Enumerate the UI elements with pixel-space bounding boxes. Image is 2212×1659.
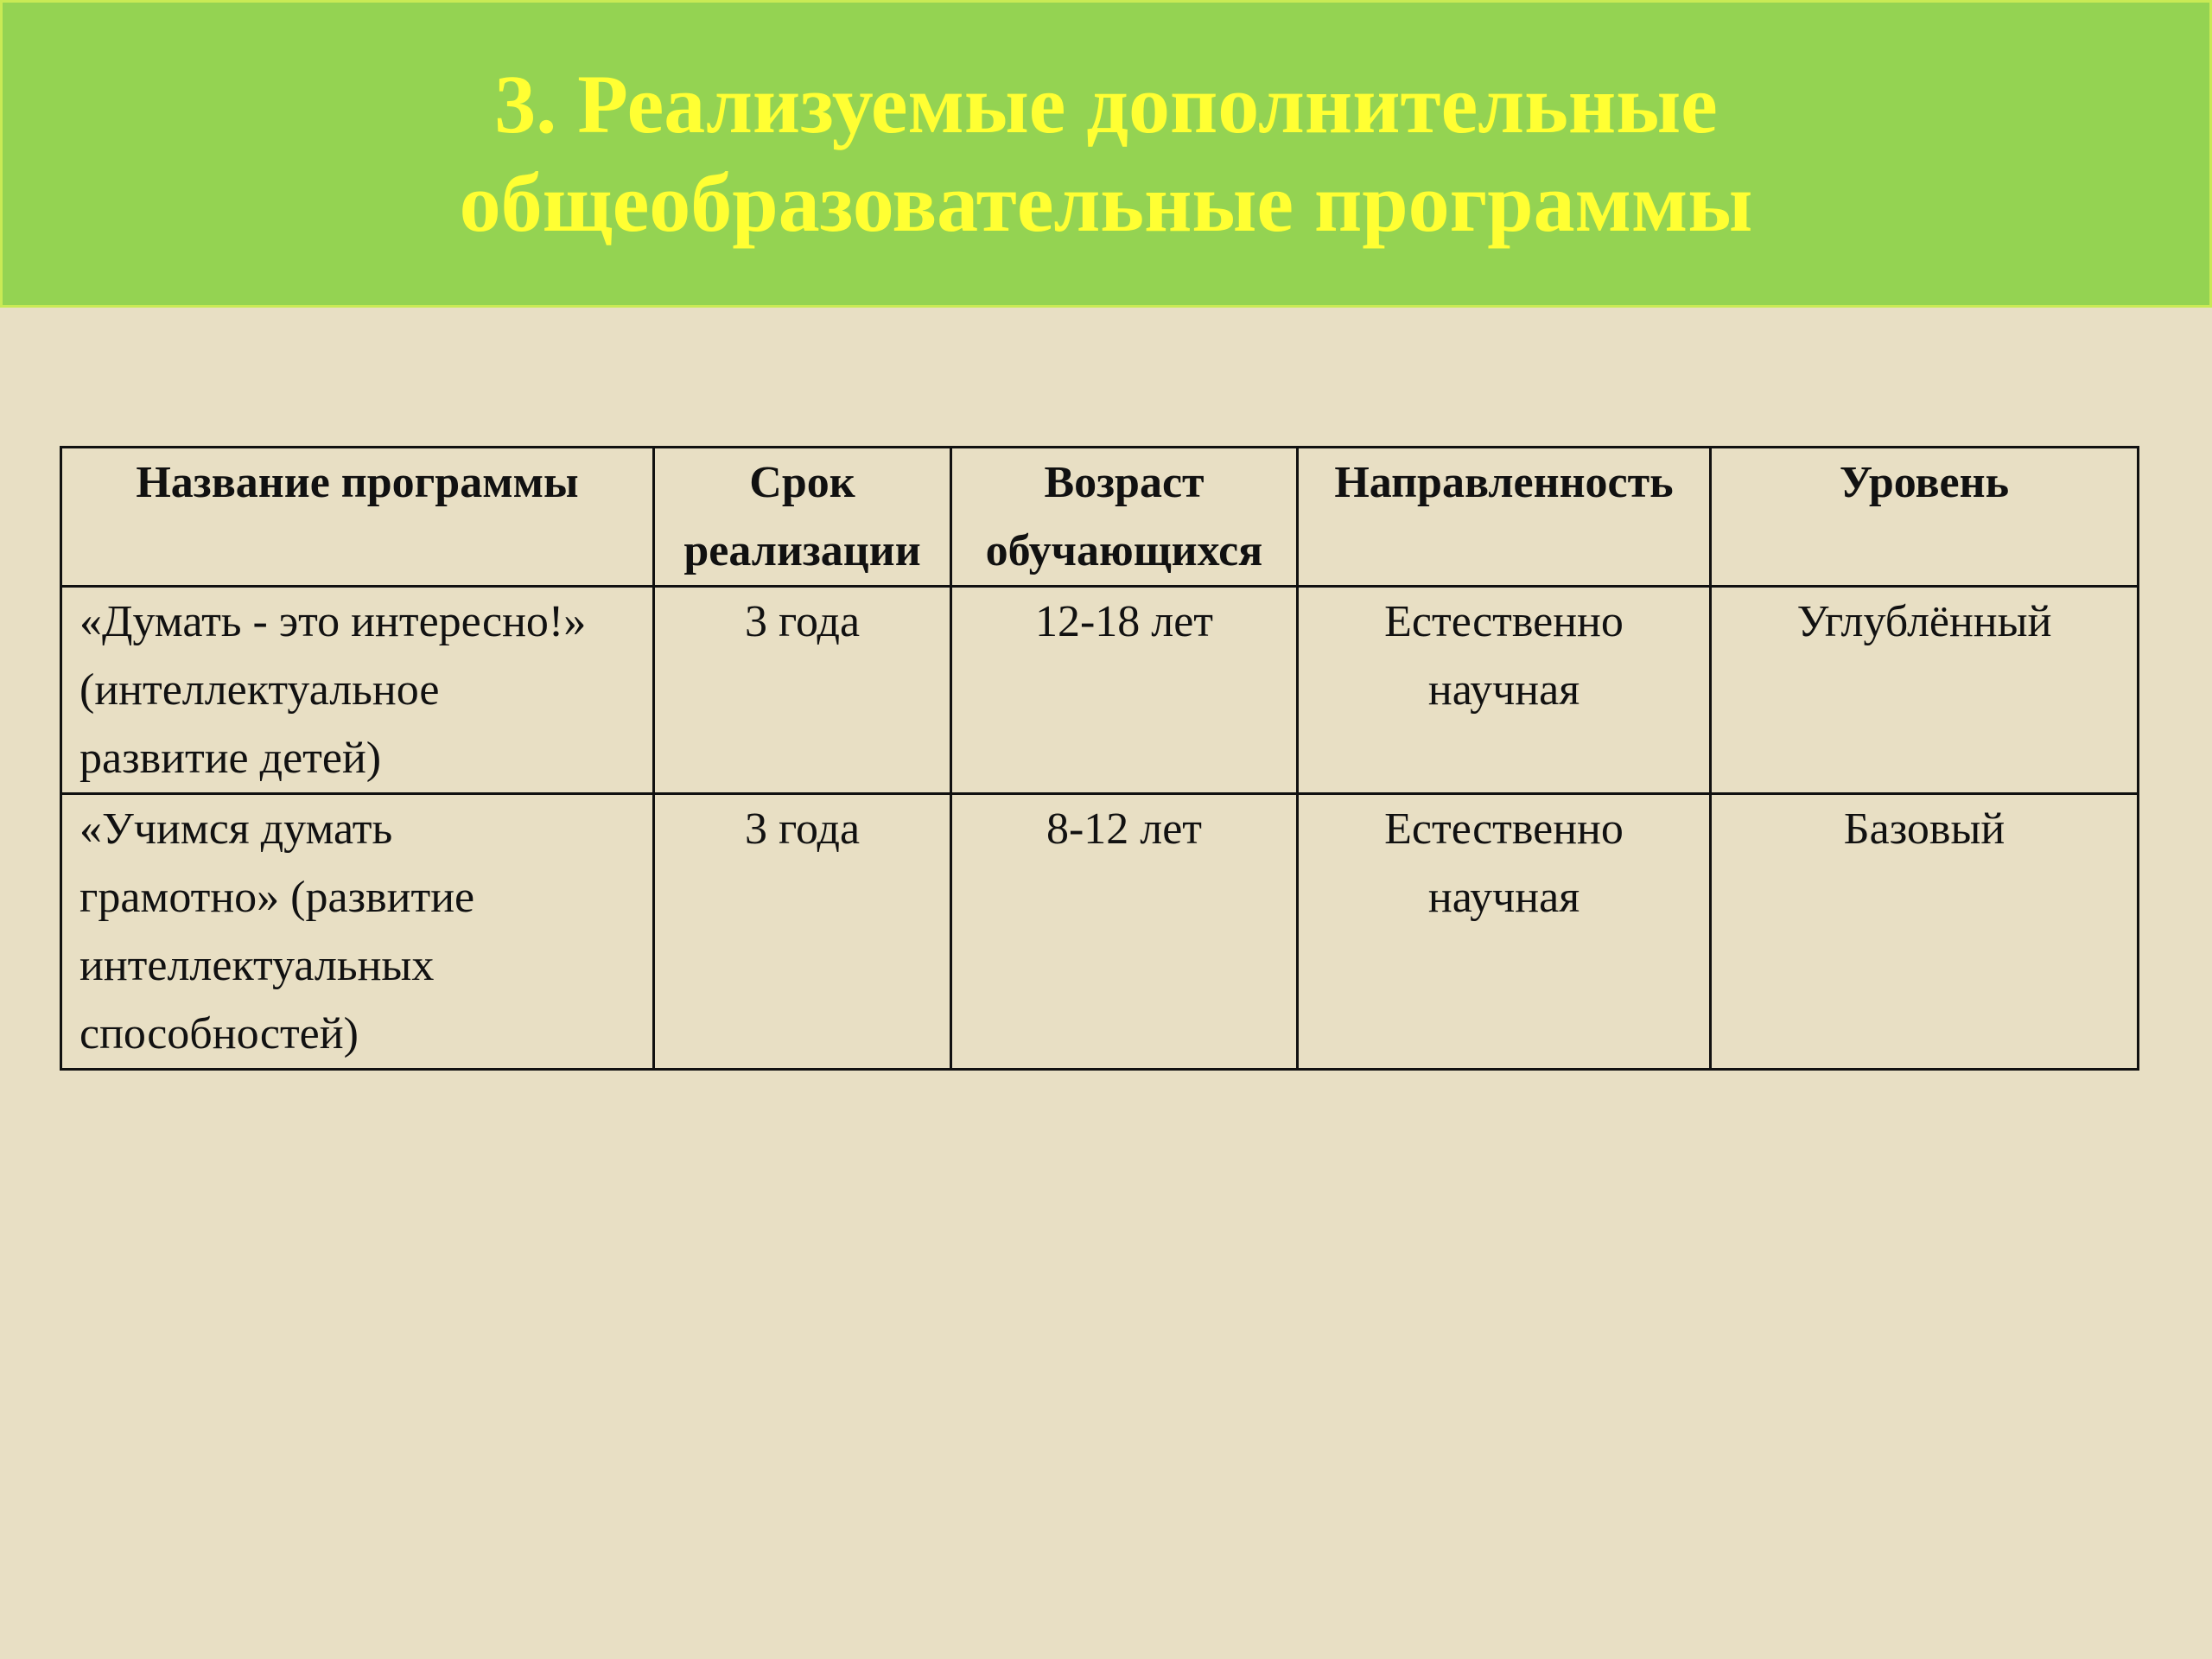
table-row [61, 587, 2139, 794]
age-cell: 8-12 лет [951, 794, 1298, 1070]
duration-cell: 3 года [654, 794, 951, 1070]
direction-cell: Естественно научная [1298, 794, 1711, 1070]
slide-title-line-1: 3. Реализуемые дополнительные [494, 58, 1718, 150]
level-cell: Базовый [1711, 794, 2139, 1070]
programs-table [60, 446, 2139, 1071]
header-duration: Срок реализации [654, 448, 951, 587]
direction-cell: Естественно научная [1298, 587, 1711, 794]
age-cell: 12-18 лет [951, 587, 1298, 794]
header-program-name: Название программы [61, 448, 654, 587]
program-name-cell: «Думать - это интересно!» (интеллектуальное развитие детей) [61, 587, 654, 794]
table-header-row [61, 448, 2139, 587]
title-banner [0, 0, 2212, 308]
slide-title-line-2: общеобразовательные программы [459, 156, 1753, 249]
duration-cell: 3 года [654, 587, 951, 794]
header-age: Возраст обучающихся [951, 448, 1298, 587]
program-name-cell: «Учимся думать грамотно» (развитие интеллектуальных способностей) [61, 794, 654, 1070]
table-row [61, 794, 2139, 1070]
header-level: Уровень [1711, 448, 2139, 587]
level-cell: Углублённый [1711, 587, 2139, 794]
header-direction: Направленность [1298, 448, 1711, 587]
